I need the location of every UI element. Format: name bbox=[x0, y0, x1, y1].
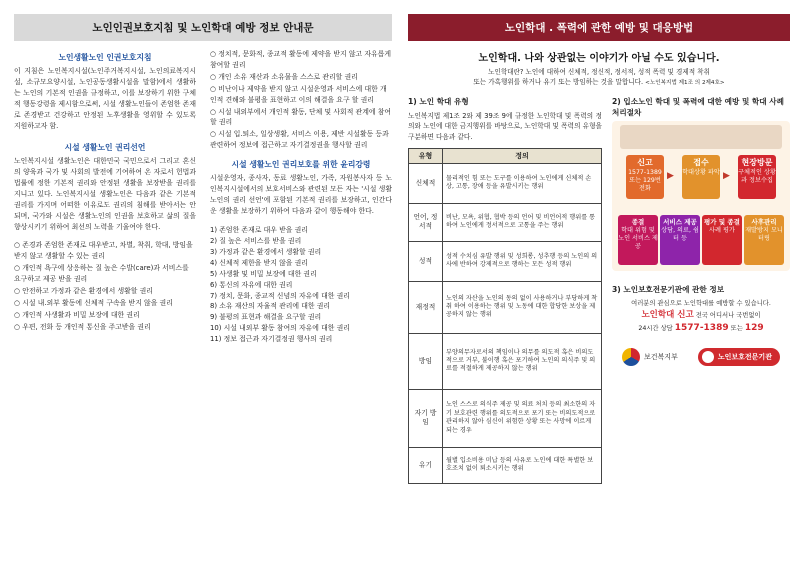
flow-step-title: 서비스 제공 bbox=[663, 218, 697, 227]
report-label: 노인학대 신고 bbox=[641, 309, 694, 320]
ethics-item: 1) 존엄한 존재로 대우 받을 권리 bbox=[210, 226, 308, 235]
procedure-flow-diagram bbox=[612, 121, 790, 271]
flow-step bbox=[682, 155, 720, 199]
left-column-1 bbox=[14, 49, 196, 345]
abuse-definition-line2-wrap bbox=[408, 77, 790, 88]
left-banner: 노인인권보호지침 및 노인학대 예방 정보 안내문 bbox=[14, 14, 392, 41]
rights-bullet-list-continued bbox=[210, 49, 392, 151]
flow-step-text: 재발방지 모니터링 bbox=[745, 227, 783, 242]
table-row bbox=[409, 447, 602, 483]
info-line2-wrap bbox=[612, 309, 790, 322]
hotline-number-2: 129 bbox=[744, 322, 764, 333]
flow-step-title: 현장방문 bbox=[741, 158, 773, 168]
abuse-type-cell: 자기 방임 bbox=[409, 389, 443, 447]
flow-step-title: 접수 bbox=[693, 158, 709, 168]
ethics-item: 11) 정보 접근과 자기결정권 행사의 권리 bbox=[210, 335, 333, 344]
rights-bullet: ○ 존경과 존엄한 존재로 대우받고, 차별, 착취, 학대, 방임을 받지 않고 생활할 수 있는 권리 bbox=[14, 241, 193, 261]
ethics-code-body: 시설운영자, 종사자, 동료 생활노인, 가족, 자원봉사자 등 노인복지시설에서의 보호서비스와 관련된 모든 자는 '시설 생활노인의 권리 선언'에 포함된 기본적 권리를 보장하고, 인간다운 생활을 보장하기 위하여 다음과 같이 행동해야 한다. bbox=[210, 174, 392, 216]
rights-bullet: ○ 정치적, 문화적, 종교적 활동에 제약을 받지 않고 자유롭게 참여할 권리 bbox=[210, 50, 392, 69]
info-line1: 여러분의 관심으로 노인학대를 예방할 수 있습니다. bbox=[631, 299, 771, 307]
rights-bullet: ○ 개인 소유 재산과 소유물을 스스로 관리할 권리 bbox=[210, 72, 358, 81]
ethics-item: 5) 사생활 및 비밀 보장에 대한 권리 bbox=[210, 269, 317, 278]
abuse-types-intro: 노인복지법 제1조 2와 제 39조 9에 규정한 노인학대 및 폭력의 정의와 노인에 대한 금지행위를 바탕으로, 노인학대 및 폭력의 유형을 구분하면 다음과 같다. bbox=[408, 111, 602, 141]
abuse-type-cell: 신체적 bbox=[409, 163, 443, 203]
rights-bullet: ○ 우편, 전화 등 개인적 통신을 주고받을 권리 bbox=[14, 322, 151, 331]
ethics-item: 10) 시설 내외부 활동 참여의 자유에 대한 권리 bbox=[210, 324, 350, 333]
hotline-number-1: 1577-1389 bbox=[674, 322, 729, 333]
info-line2: 전국 어디서나 국번없이 bbox=[695, 311, 761, 319]
flow-step-title: 평가 및 종결 bbox=[704, 218, 740, 227]
agency-logo bbox=[698, 348, 780, 366]
abuse-types-body bbox=[409, 163, 602, 483]
flow-step bbox=[618, 215, 658, 265]
rights-bullet: ○ 비난이나 제약을 받지 않고 시설운영과 서비스에 대한 개인적 견해와 불평을 표현하고 이의 해결을 요구 할 권리 bbox=[210, 84, 387, 104]
left-columns bbox=[14, 49, 392, 345]
abuse-definition bbox=[408, 67, 790, 88]
rights-bullet: ○ 시설 입.퇴소, 일상생활, 서비스 이용, 제반 시설활동 등과 관련하여 정보에 접근하고 자기결정권을 행사할 권리 bbox=[210, 130, 389, 150]
procedure-column bbox=[612, 97, 790, 484]
guidelines-body: 이 지침은 노인복지시설(노인주거복지시설, 노인의료복지시설, 소규모요양시설, 노인공동생활시설을 말함)에서 생활하는 노인의 기본적 인권을 규정하고, 이를 보장하기 위한 구체적 행동강령을 제시함으로써, 시설 생활노인들이 존엄한 존재로 존경받고 건강하고 안정된 노후생활을 영위할 수 있도록 지원하고자 함. bbox=[14, 67, 196, 130]
table-header-definition: 정의 bbox=[443, 148, 602, 163]
abuse-definition-cell: 물리적인 힘 또는 도구를 이용하여 노인에게 신체적 손상, 고통, 장애 등을 유발시키는 행위 bbox=[443, 163, 602, 203]
abuse-types-column bbox=[408, 97, 602, 484]
rights-bullet-list bbox=[14, 240, 196, 332]
ethics-item: 4) 신체적 제한을 받지 않을 권리 bbox=[210, 258, 308, 267]
abuse-type-cell: 재정적 bbox=[409, 281, 443, 333]
table-row bbox=[409, 281, 602, 333]
flow-step bbox=[738, 155, 776, 199]
abuse-definition-cell: 부양의무자로서의 책임이나 의무를 의도적 혹은 비의도적으로 거부, 불이행 혹은 포기하여 노인의 의식주 및 의료를 적절하게 제공하지 않는 행위 bbox=[443, 333, 602, 389]
abuse-definition-cell: 월별 입소비용 미납 등의 사유로 노인에 대한 특별한 보호조치 없이 퇴소시키는 행위 bbox=[443, 447, 602, 483]
flow-step-text: 상담, 의료, 쉼터 등 bbox=[661, 227, 699, 242]
info-line3: 24시간 상담 bbox=[638, 324, 673, 332]
section-title-agency-info: 3) 노인보호전문기관에 관한 정보 bbox=[612, 285, 725, 295]
abuse-type-cell: 유기 bbox=[409, 447, 443, 483]
ethics-item: 6) 통신의 자유에 대한 권리 bbox=[210, 280, 293, 289]
section-title-rights-declaration: 시설 생활노인 권리선언 bbox=[64, 142, 146, 152]
flow-step-text: 학대 위험 및 노인 서비스 제공 bbox=[618, 227, 658, 250]
rights-bullet: ○ 시설 내.외부 활동에 신체적 구속을 받지 않을 권리 bbox=[14, 298, 173, 307]
rights-declaration-body: 노인복지시설 생활노인은 대한민국 국민으로서 그리고 혼신의 양육과 국가 및 사회의 발전에 기여하여 온 자로서 헌법과 법률에 정한 기본적 권리와 안정된 생활을 보장받을 권리를 지니고 있다. 노인복지시설 생활노인은 다음과 같은 기본적 권리를 가지며 어떠한 이유로도 권리의 침해를 받아서는 안 되며, 국가와 시설은 생활노인의 인권을 보호하고 삶의 질을 향상시키기 위하여 최선의 노력을 기울여야 한다. bbox=[14, 157, 196, 231]
rights-bullet: ○ 개인적 사생활과 비밀 보장에 대한 권리 bbox=[14, 310, 140, 319]
law-citation: <노인복지법 제1조 의 2제4호> bbox=[645, 80, 725, 87]
flow-step-title: 사후관리 bbox=[751, 218, 777, 227]
ministry-logo bbox=[622, 348, 678, 366]
left-page bbox=[14, 14, 392, 559]
table-row bbox=[409, 241, 602, 281]
abuse-definition-line1: 노인학대란? 노인에 대하여 신체적, 정신적, 정서적, 성적 폭력 및 경제적 착취 bbox=[488, 68, 710, 76]
right-columns bbox=[408, 97, 790, 484]
ethics-numbered-list bbox=[210, 225, 392, 345]
right-headline: 노인학대. 나와 상관없는 이야기가 아닐 수도 있습니다. bbox=[478, 53, 720, 64]
ethics-item: 9) 불평의 표현과 해결을 요구할 권리 bbox=[210, 313, 322, 322]
left-column-2 bbox=[210, 49, 392, 345]
flow-arrow-icon: ▶ bbox=[723, 171, 730, 182]
section-title-guidelines: 노인생활노인 인권보호지침 bbox=[58, 53, 152, 62]
flow-illustration-bar bbox=[620, 125, 782, 149]
ethics-item: 8) 소유 재산의 자율적 관리에 대한 권리 bbox=[210, 302, 331, 311]
ethics-item: 7) 정치, 문화, 종교적 신념의 자유에 대한 권리 bbox=[210, 291, 350, 300]
table-header-type: 유형 bbox=[409, 148, 443, 163]
flow-step-text: 학대상황 파악 bbox=[682, 169, 720, 177]
table-row bbox=[409, 389, 602, 447]
agency-info bbox=[612, 299, 790, 336]
abuse-type-cell: 방임 bbox=[409, 333, 443, 389]
flow-step bbox=[702, 215, 742, 265]
table-row bbox=[409, 203, 602, 241]
flow-step-text: 사례 평가 bbox=[709, 227, 735, 235]
flow-step-text: 1577-1389 또는 129번 전화 bbox=[628, 169, 662, 192]
abuse-types-table bbox=[408, 148, 602, 484]
agency-emblem-icon bbox=[702, 351, 714, 363]
flow-step bbox=[660, 215, 700, 265]
rights-bullet: ○ 개인적 욕구에 상응하는 질 높은 수발(care)과 서비스를 요구하고 제공 받을 권리 bbox=[14, 264, 189, 284]
flow-step-title: 신고 bbox=[637, 158, 653, 168]
rights-bullet: ○ 시설 내외부에서 개인적 활동, 단체 및 사회적 관계에 참여할 권리 bbox=[210, 107, 392, 127]
flow-step-text: 구체적인 상황과 정보수집 bbox=[738, 169, 776, 184]
ethics-item: 2) 질 높은 서비스를 받을 권리 bbox=[210, 237, 302, 245]
rights-bullet: ○ 안전하고 가정과 같은 환경에서 생활할 권리 bbox=[14, 287, 153, 296]
right-page bbox=[408, 14, 790, 559]
flow-arrow-icon: ▶ bbox=[667, 171, 674, 182]
ministry-emblem-icon bbox=[622, 348, 640, 366]
abuse-definition-cell: 성적 수치심 유발 행위 및 성희롱, 성추행 등의 노인의 의사에 반하여 강제적으로 행하는 모든 성적 행위 bbox=[443, 241, 602, 281]
ethics-item: 3) 가정과 같은 환경에서 생활할 권리 bbox=[210, 247, 322, 256]
abuse-definition-cell: 비난, 모욕, 위협, 협박 등의 언어 및 비언어적 행위를 통하여 노인에게 정서적으로 고통을 주는 행위 bbox=[443, 203, 602, 241]
table-row bbox=[409, 333, 602, 389]
abuse-definition-cell: 노인의 자산을 노인의 동의 없이 사용하거나 부당하게 착취 하여 이용하는 행위 및 노동에 대한 합당한 보상을 제공하지 않는 행위 bbox=[443, 281, 602, 333]
section-title-procedure: 2) 입소노인 학대 및 폭력에 대한 예방 및 학대 사례 처리절차 bbox=[612, 96, 784, 117]
abuse-type-cell: 언어, 정서적 bbox=[409, 203, 443, 241]
abuse-definition-line2: 또는 가혹행위를 하거나 유기 또는 방임하는 것을 말합니다. bbox=[473, 78, 644, 87]
table-header-row bbox=[409, 148, 602, 163]
flow-step-title: 종결 bbox=[631, 218, 645, 227]
flow-step bbox=[744, 215, 784, 265]
agency-name: 노인보호전문기관 bbox=[717, 352, 772, 361]
logos-row bbox=[612, 348, 790, 366]
ministry-name: 보건복지부 bbox=[644, 352, 678, 361]
abuse-definition-cell: 노인 스스로 의식주 제공 및 의료 처치 등의 최소한의 자기 보호관련 행위를 의도적으로 포기 또는 비의도적으로 관리하지 않아 심신이 위험한 상황 또는 사망에 이르게 되는 경우 bbox=[443, 389, 602, 447]
table-row bbox=[409, 163, 602, 203]
section-title-ethics-code: 시설 생활노인 권리보호를 위한 윤리강령 bbox=[231, 160, 371, 170]
hotline-or: 또는 bbox=[730, 324, 743, 332]
abuse-type-cell: 성적 bbox=[409, 241, 443, 281]
section-title-abuse-types: 1) 노인 학대 유형 bbox=[408, 96, 469, 106]
info-line3-wrap bbox=[612, 322, 790, 336]
right-banner: 노인학대 . 폭력에 관한 예방 및 대응방법 bbox=[408, 14, 790, 41]
flow-step bbox=[626, 155, 664, 199]
